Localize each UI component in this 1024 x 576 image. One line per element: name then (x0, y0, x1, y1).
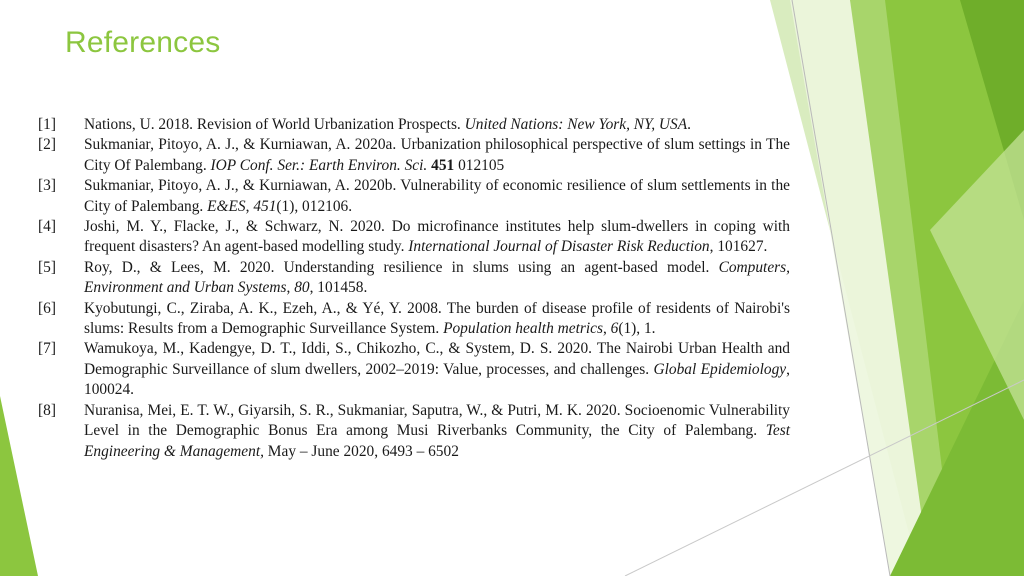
reference-text-part: Test Engineering & Management, (84, 422, 790, 460)
reference-number: [8] (38, 401, 56, 419)
reference-text (84, 135, 790, 176)
reference-number: [1] (38, 116, 56, 133)
reference-text-part: 451 (431, 156, 455, 174)
reference-text-part: International Journal of Disaster Risk Reduction (408, 238, 710, 256)
reference-text-part: , (286, 279, 295, 297)
reference-number: [5] (38, 258, 56, 276)
reference-text (84, 258, 790, 299)
reference-list (38, 115, 790, 462)
reference-text-part: , 100024. (84, 360, 790, 399)
reference-text-part: Population health metrics (443, 320, 603, 338)
reference-text-part: Wamukoya, M., Kadengye, D. T., Iddi, S., Chikozho, C., & System, D. S. 2020. The Nairobi Urban Health and Demographic Surveillance of slum dwellers, 2002–2019: Value, processes, and challenges. (84, 340, 790, 378)
reference-text-part: , (245, 197, 254, 215)
reference-number: [4] (38, 218, 56, 236)
reference-text-part: Joshi, M. Y., Flacke, J., & Schwarz, N. 2020. Do microfinance institutes help slum-dwellers in coping with frequent disasters? An agent-based modelling study. (84, 218, 790, 256)
reference-text-part: (1), 012106. (276, 197, 353, 215)
reference-text-part: Kyobutungi, C., Ziraba, A. K., Ezeh, A., & Yé, Y. 2008. The burden of disease profile of residents of Nairobi's slums: Results from a Demographic Surveillance System. (84, 299, 790, 338)
reference-text (84, 176, 790, 217)
reference-text (84, 339, 790, 400)
reference-item (38, 299, 790, 340)
reference-text (84, 217, 790, 258)
reference-text-part: Sukmaniar, Pitoyo, A. J., & Kurniawan, A. 2020b. Vulnerability of economic resilience of slum settlements in the City of Palembang. (84, 177, 790, 215)
reference-text-part: , 101458. (309, 279, 368, 297)
reference-text (84, 299, 790, 340)
reference-number: [7] (38, 340, 56, 358)
reference-text-part: Computers, Environment and Urban Systems (84, 258, 790, 297)
reference-text (84, 115, 790, 135)
page-title: References (65, 26, 221, 59)
reference-text-part: (1), 1. (618, 320, 656, 338)
reference-text-part: Sukmaniar, Pitoyo, A. J., & Kurniawan, A. 2020a. Urbanization philosophical perspective of slum settings in The City Of Palembang. (84, 136, 790, 174)
left-green-wedge (0, 396, 38, 576)
reference-item (38, 258, 790, 299)
reference-number: [2] (38, 136, 56, 154)
reference-item (38, 401, 790, 462)
reference-text-part: Nuranisa, Mei, E. T. W., Giyarsih, S. R., Sukmaniar, Saputra, W., & Putri, M. K. 2020. Socioenomic Vulnerability Level in the Demographic Bonus Era among Musi Riverbanks Community, the City of Palembang. (84, 401, 790, 440)
reference-item (38, 176, 790, 217)
reference-text-part: , (602, 320, 611, 338)
reference-text-part: 012105 (454, 156, 505, 174)
reference-text-part: May – June 2020, 6493 – 6502 (263, 442, 459, 460)
reference-text-part: Global Epidemiology (653, 360, 787, 378)
reference-item (38, 115, 790, 135)
reference-item (38, 217, 790, 258)
reference-text-part: 6 (610, 320, 619, 338)
reference-number: [6] (38, 299, 56, 317)
reference-item (38, 339, 790, 400)
reference-text-part: E&ES (207, 197, 246, 215)
reference-text (84, 401, 790, 462)
reference-item (38, 135, 790, 176)
reference-text-part: , 101627. (709, 238, 768, 256)
reference-text-part: . (687, 116, 691, 133)
reference-text-part: 80 (294, 279, 310, 297)
reference-text-part: United Nations: New York, NY, USA (464, 116, 688, 133)
reference-text-part: IOP Conf. Ser.: Earth Environ. Sci. (210, 156, 428, 174)
reference-text-part: Roy, D., & Lees, M. 2020. Understanding resilience in slums using an agent-based model. (84, 258, 719, 276)
reference-number: [3] (38, 177, 56, 195)
reference-text-part: Nations, U. 2018. Revision of World Urbanization Prospects. (84, 116, 465, 133)
reference-text-part: 451 (253, 197, 277, 215)
